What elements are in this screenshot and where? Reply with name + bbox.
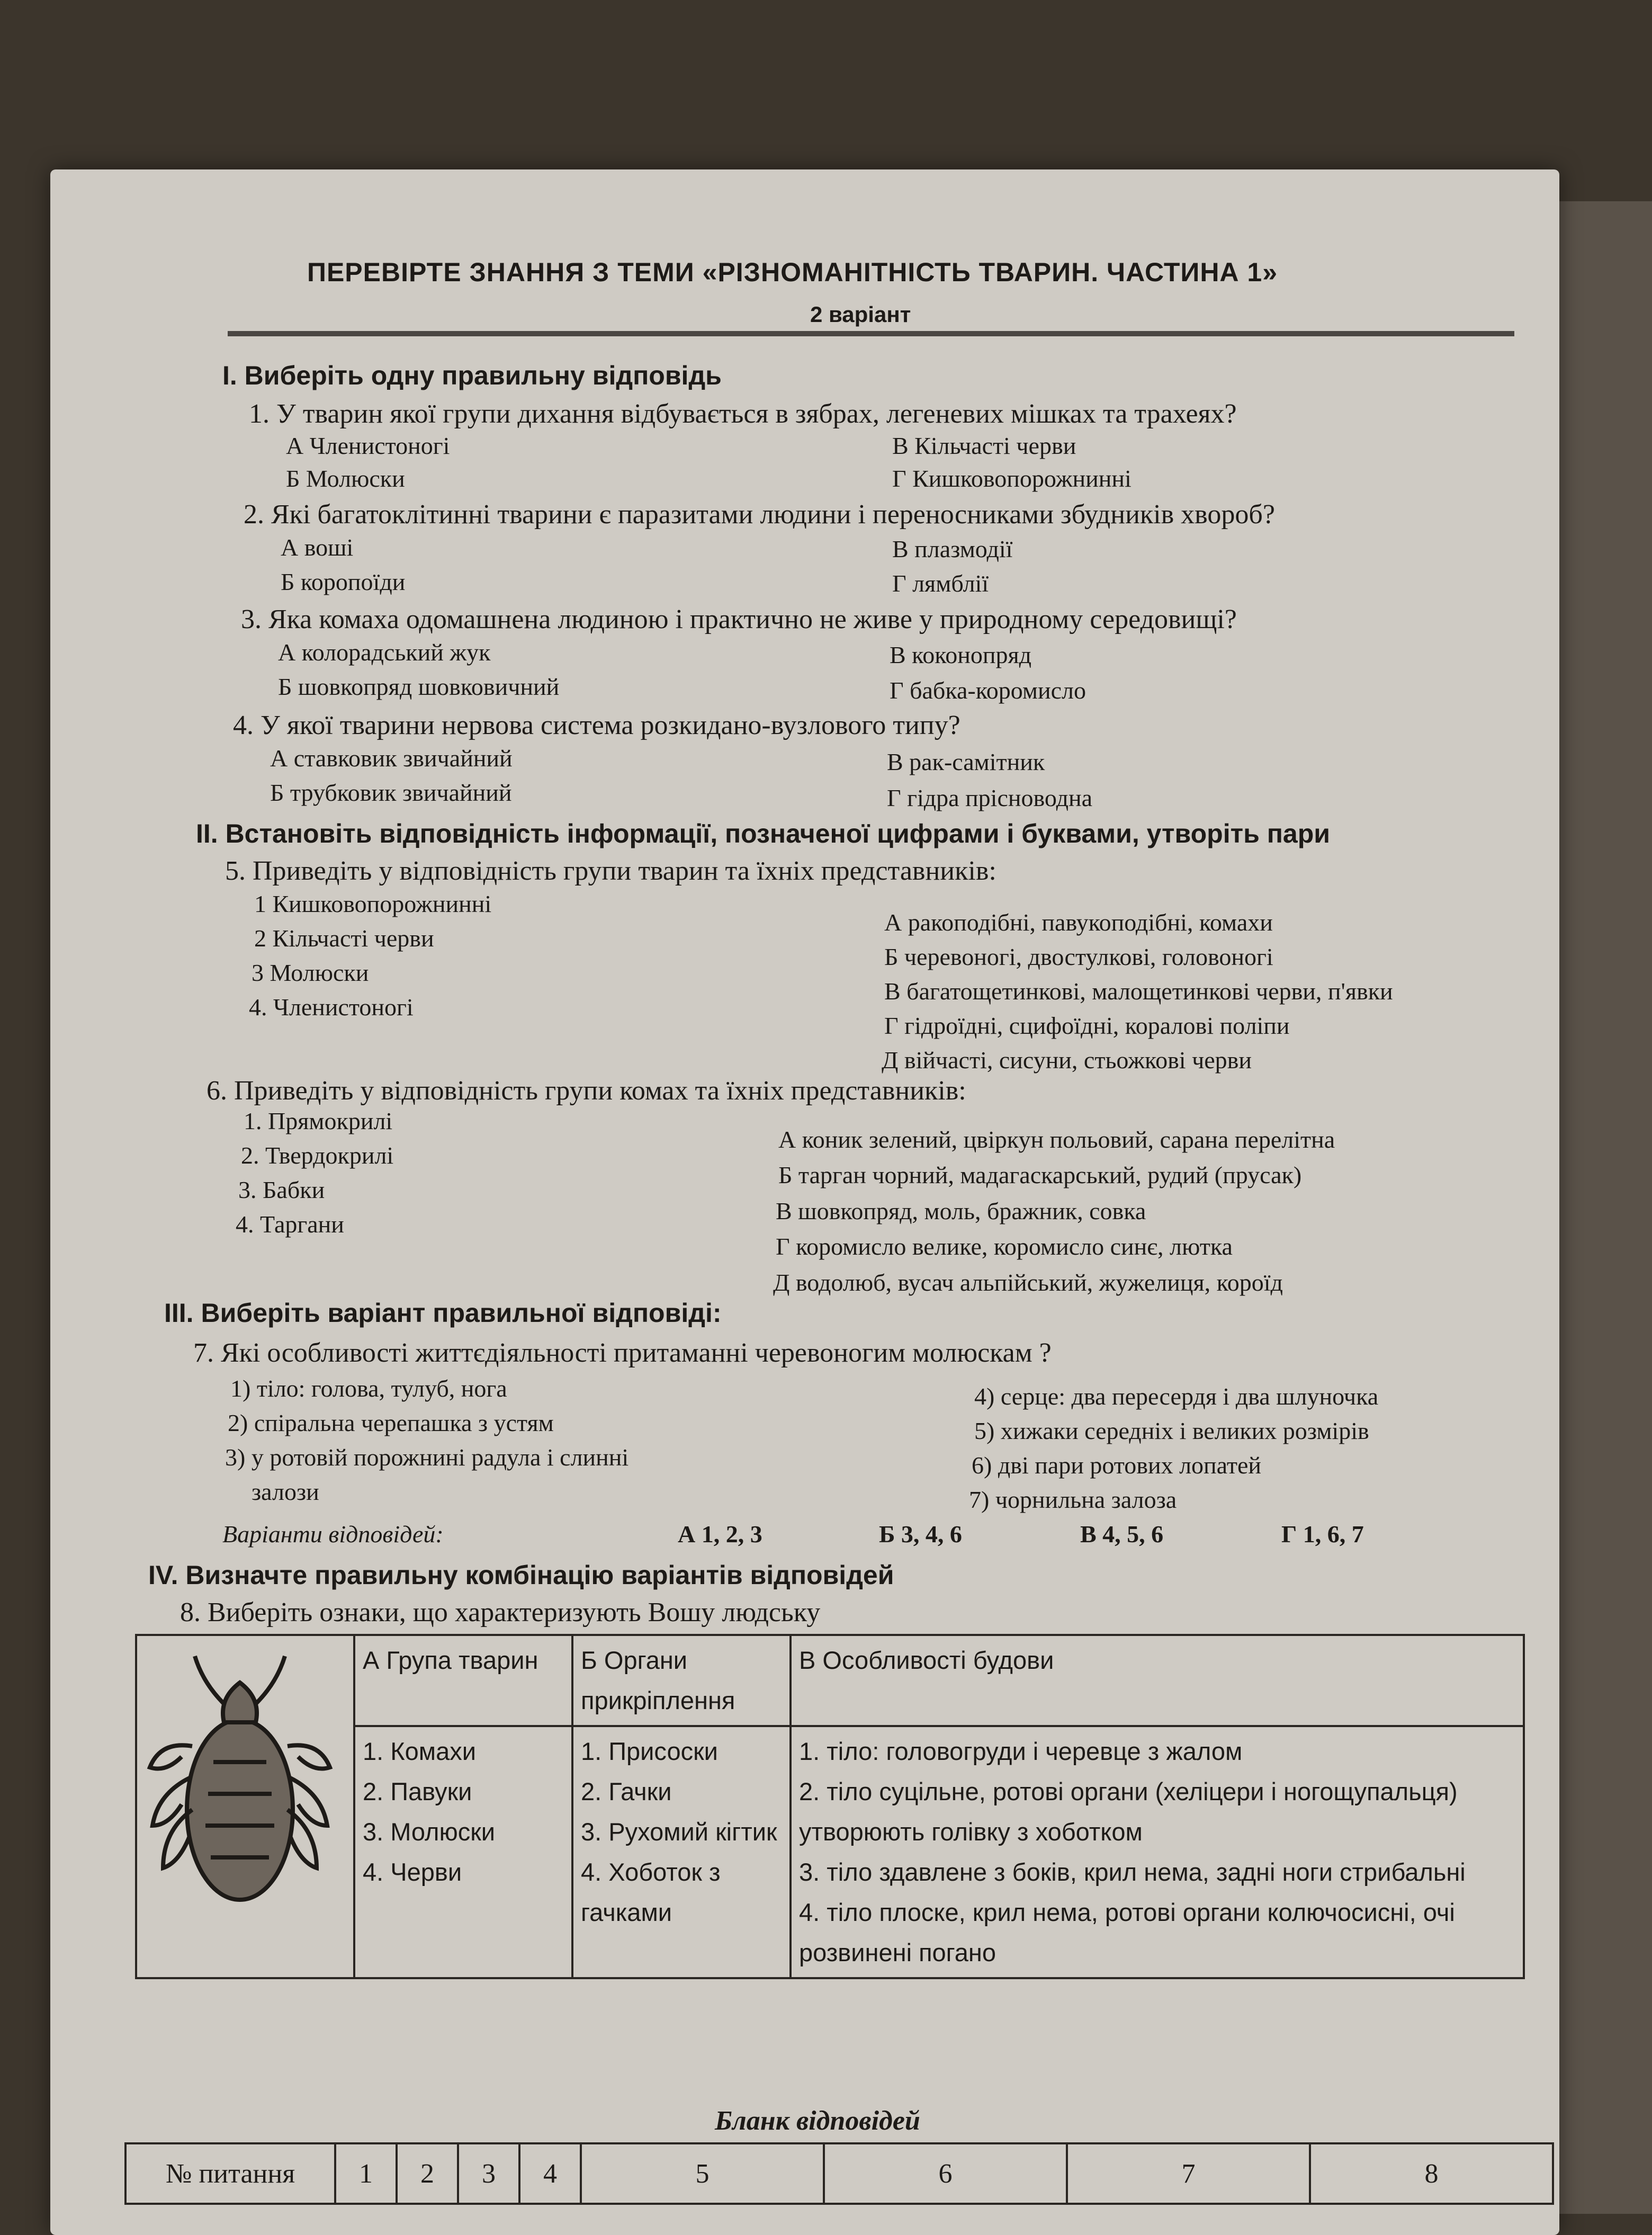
answer-cell-2[interactable]: 2 — [397, 2143, 458, 2204]
group-option-4: 4. Черви — [363, 1858, 462, 1886]
q1-option-g: Г Кишковопорожнинні — [892, 465, 1132, 492]
page-title: ПЕРЕВІРТЕ ЗНАННЯ З ТЕМИ «РІЗНОМАНІТНІСТЬ ТВАРИН. ЧАСТИНА 1» — [307, 257, 1278, 287]
q6-left-4: 4. Таргани — [236, 1211, 344, 1238]
attachment-option-1: 1. Присоски — [581, 1737, 718, 1765]
q5-left-2: 2 Кільчасті черви — [254, 925, 434, 952]
q7-answer-g: Г 1, 6, 7 — [1281, 1521, 1364, 1548]
q6-left-1: 1. Прямокрилі — [244, 1107, 393, 1134]
q5-right-v: В багатощетинкові, малощетинкові черви, п'явки — [884, 978, 1393, 1005]
q7-right-4: 4) серце: два пересердя і два шлуночка — [974, 1383, 1379, 1410]
q7-answer-a: А 1, 2, 3 — [678, 1521, 762, 1548]
q7-right-6: 6) дві пари ротових лопатей — [972, 1452, 1262, 1479]
attachment-option-3: 3. Рухомий кігтик — [581, 1818, 777, 1846]
q3-option-a: А колорадський жук — [278, 639, 491, 666]
q2-option-v: В плазмодії — [892, 535, 1013, 562]
q6-right-v: В шовкопряд, моль, бражник, совка — [776, 1197, 1146, 1224]
q3-option-g: Г бабка-коромисло — [890, 677, 1086, 704]
question-1: 1. У тварин якої групи дихання відбувається в зябрах, легеневих мішках та трахеях? — [249, 399, 1237, 429]
question-4: 4. У якої тварини нервова система розкидано-вузлового типу? — [233, 710, 960, 740]
question-5: 5. Приведіть у відповідність групи тварин та їхніх представників: — [225, 856, 996, 886]
section-1-heading: I. Виберіть одну правильну відповідь — [222, 361, 722, 390]
q4-option-g: Г гідра прісноводна — [887, 784, 1093, 811]
structure-option-1: 1. тіло: головогруди і черевце з жалом — [799, 1737, 1243, 1765]
section-4-heading: IV. Визначте правильну комбінацію варіантів відповідей — [148, 1560, 894, 1590]
q6-right-d: Д водолюб, вусач альпійський, жужелиця, короїд — [773, 1269, 1283, 1296]
title-divider — [228, 331, 1514, 336]
head-group: А Група тварин — [354, 1635, 572, 1726]
structure-option-2: 2. тіло суцільне, ротові органи (хеліцери і ногощупальця) утворюють голівку з хоботком — [799, 1777, 1458, 1846]
louse-icon — [145, 1640, 335, 1937]
section-2-heading: II. Встановіть відповідність інформації, позначеної цифрами і буквами, утворіть пари — [196, 819, 1330, 848]
q7-left-3-cont: залози — [252, 1478, 319, 1505]
answer-cell-6[interactable]: 6 — [824, 2143, 1067, 2204]
q5-right-a: А ракоподібні, павукоподібні, комахи — [884, 909, 1273, 936]
answer-cell-5[interactable]: 5 — [581, 2143, 824, 2204]
answer-cell-3[interactable]: 3 — [458, 2143, 519, 2204]
q5-right-g: Г гідроїдні, сцифоїдні, коралові поліпи — [884, 1012, 1290, 1039]
q1-option-a: А Членистоногі — [286, 432, 450, 459]
answer-sheet-title: Бланк відповідей — [715, 2106, 920, 2136]
q2-option-a: А воші — [281, 534, 354, 561]
next-page-edge — [1559, 201, 1652, 2214]
q5-left-4: 4. Членистоногі — [249, 994, 414, 1021]
answer-cell-1[interactable]: 1 — [335, 2143, 397, 2204]
q6-left-3: 3. Бабки — [238, 1176, 325, 1203]
q7-right-7: 7) чорнильна залоза — [969, 1486, 1177, 1513]
q5-left-3: 3 Молюски — [252, 959, 369, 986]
structure-options — [791, 1726, 1524, 1978]
q7-answer-v: В 4, 5, 6 — [1080, 1521, 1164, 1548]
q4-option-b: Б трубковик звичайний — [270, 779, 512, 806]
answer-cell-7[interactable]: 7 — [1067, 2143, 1310, 2204]
q7-left-2: 2) спіральна черепашка з устям — [228, 1409, 554, 1436]
attachment-options — [572, 1726, 791, 1978]
q3-option-b: Б шовкопряд шовковичний — [278, 673, 560, 700]
q7-left-1: 1) тіло: голова, тулуб, нога — [230, 1375, 507, 1402]
q2-option-b: Б коропоїди — [281, 568, 406, 595]
q1-option-v: В Кільчасті черви — [892, 432, 1076, 459]
q5-right-b: Б черевоногі, двостулкові, головоногі — [884, 943, 1273, 970]
q3-option-v: В коконопряд — [890, 641, 1032, 668]
group-options — [354, 1726, 572, 1978]
q7-left-3: 3) у ротовій порожнині радула і слинні — [225, 1444, 629, 1471]
q1-option-b: Б Молюски — [286, 465, 405, 492]
answer-cell-4[interactable]: 4 — [519, 2143, 581, 2204]
q6-right-b: Б тарган чорний, мадагаскарський, рудий (прусак) — [778, 1161, 1302, 1188]
q8-table — [135, 1634, 1525, 1979]
head-attachment: Б Органи прикріплення — [572, 1635, 791, 1726]
question-8: 8. Виберіть ознаки, що характеризують Вошу людську — [180, 1597, 821, 1628]
q4-option-a: А ставковик звичайний — [270, 745, 513, 772]
q7-right-5: 5) хижаки середніх і великих розмірів — [974, 1417, 1369, 1444]
structure-option-4: 4. тіло плоске, крил нема, ротові органи колючосисні, очі розвинені погано — [799, 1898, 1455, 1966]
q6-right-a: А коник зелений, цвіркун польовий, сарана перелітна — [778, 1126, 1335, 1153]
question-6: 6. Приведіть у відповідність групи комах та їхніх представників: — [206, 1076, 966, 1106]
answer-sheet-table — [124, 2142, 1554, 2205]
q7-answer-b: Б 3, 4, 6 — [879, 1521, 962, 1548]
row-label: № питання — [125, 2143, 335, 2204]
question-7: 7. Які особливості життєдіяльності притаманні черевоногим молюскам ? — [193, 1338, 1052, 1368]
question-3: 3. Яка комаха одомашнена людиною і практично не живе у природному середовищі? — [241, 604, 1237, 634]
group-option-1: 1. Комахи — [363, 1737, 476, 1765]
q5-left-1: 1 Кишковопорожнинні — [254, 890, 492, 917]
q6-left-2: 2. Твердокрилі — [241, 1142, 394, 1169]
attachment-option-4: 4. Хоботок з гачками — [581, 1858, 721, 1926]
group-option-3: 3. Молюски — [363, 1818, 496, 1846]
q5-right-d: Д війчасті, сисуни, стьожкові черви — [882, 1047, 1252, 1074]
q7-answers-label: Варіанти відповідей: — [222, 1521, 444, 1548]
question-2: 2. Які багатоклітинні тварини є паразитами людини і переносниками збудників хвороб? — [244, 499, 1275, 530]
section-3-heading: III. Виберіть варіант правильної відповіді: — [164, 1298, 722, 1328]
q2-option-g: Г лямблії — [892, 570, 989, 597]
louse-illustration — [136, 1635, 354, 1978]
variant-label: 2 варіант — [810, 302, 911, 327]
q6-right-g: Г коромисло велике, коромисло синє, лютка — [776, 1233, 1233, 1260]
q4-option-v: В рак-самітник — [887, 748, 1045, 775]
attachment-option-2: 2. Гачки — [581, 1777, 672, 1805]
group-option-2: 2. Павуки — [363, 1777, 472, 1805]
structure-option-3: 3. тіло здавлене з боків, крил нема, задні ноги стрибальні — [799, 1858, 1466, 1886]
answer-cell-8[interactable]: 8 — [1310, 2143, 1553, 2204]
head-structure: В Особливості будови — [791, 1635, 1524, 1726]
